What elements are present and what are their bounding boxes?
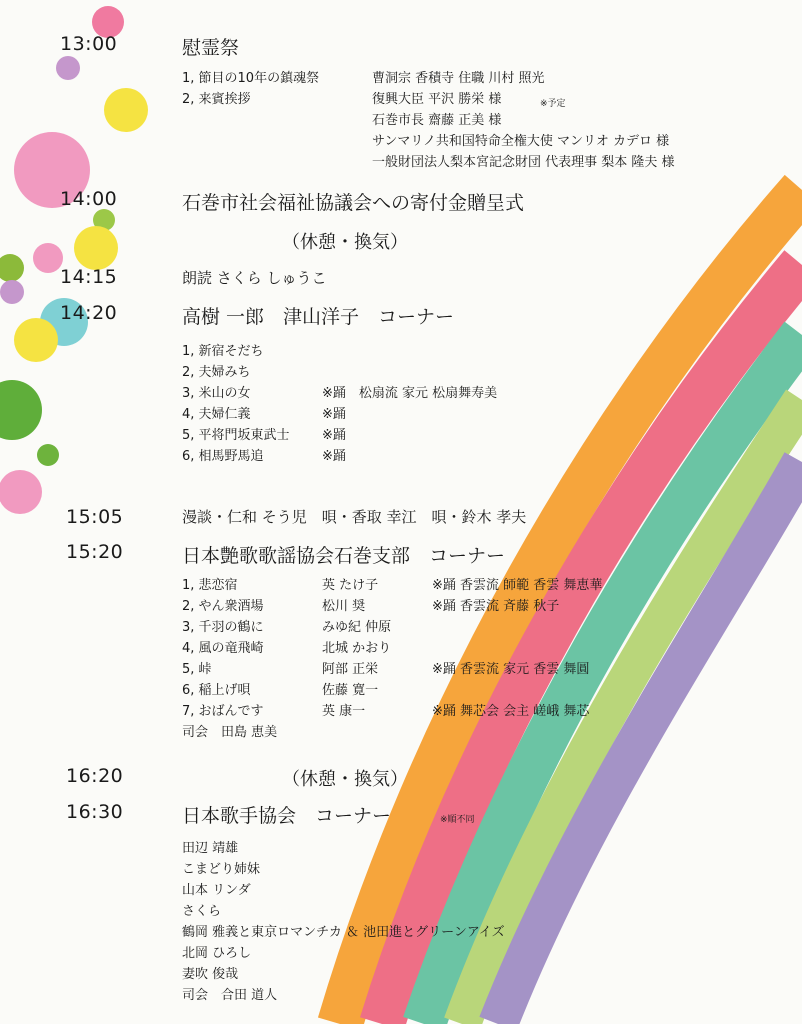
singer-1520-6: 佐藤 寛一 [322,683,379,698]
time-1415: 14:15 [60,266,118,288]
song-1420-2: 2, 夫婦みち [182,365,251,380]
title-takagi-corner: 高樹 一郎 津山洋子 コーナー [182,306,455,328]
guest-1: 曹洞宗 香積寺 住職 川村 照光 [372,71,545,86]
dance-1420-2 [322,362,497,383]
mc-1520: 司会 田島 恵美 [182,725,278,740]
dance-1420-5: ※踊 [322,428,346,443]
dance-1420-3: ※踊 松扇流 家元 松扇舞寿美 [322,386,498,401]
title-singers-corner: 日本歌手協会 コーナー [182,805,392,827]
dot [33,243,63,273]
performer-7: 妻吹 俊哉 [182,967,239,982]
time-1520: 15:20 [66,541,124,563]
dot [74,226,118,270]
dot [14,318,58,362]
singer-1520-2: 松川 奨 [322,599,366,614]
dance-1520-1: ※踊 香雲流 師範 香雲 舞恵華 [432,578,603,593]
song-1520-5: 5, 峠 [182,662,212,677]
song-1420-1: 1, 新宿そだち [182,344,264,359]
dance-1420-1 [322,341,497,362]
guest-4: サンマリノ共和国特命全権大使 マンリオ カデロ 様 [372,134,670,149]
order-note: ※順不同 [440,815,475,825]
dot [37,444,59,466]
dot [0,280,24,304]
song-1520-7: 7, おばんです [182,704,264,719]
performer-2: こまどり姉妹 [182,862,261,877]
guest-3: 石巻市長 齋藤 正美 様 [372,113,502,128]
time-1300: 13:00 [60,33,118,55]
dot [0,254,24,282]
memorial-item-2: 2, 来賓挨拶 [182,92,251,107]
mc-1630: 司会 合田 道人 [182,988,278,1003]
break-1: （休憩・換気） [282,232,408,253]
dance-1520-2: ※踊 香雲流 斉藤 秋子 [432,599,560,614]
title-reading: 朗読 さくら しゅうこ [182,269,327,287]
dance-1520-6 [432,680,602,701]
singer-1520-3: みゆ紀 仲原 [322,620,392,635]
song-1520-1: 1, 悲恋宿 [182,578,238,593]
performer-1: 田辺 靖雄 [182,841,239,856]
title-enka-corner: 日本艶歌歌謡協会石巻支部 コーナー [182,545,506,567]
dot [104,88,148,132]
dance-1420-4: ※踊 [322,407,346,422]
title-memorial: 慰霊祭 [182,37,240,59]
song-1420-3: 3, 米山の女 [182,386,251,401]
singer-1520-7: 英 康一 [322,704,366,719]
time-1420: 14:20 [60,302,118,324]
song-1420-6: 6, 相馬野馬追 [182,449,264,464]
song-1520-6: 6, 稲上げ唄 [182,683,251,698]
memorial-item-1: 1, 節目の10年の鎮魂祭 [182,71,320,86]
guest-note: ※予定 [540,99,566,109]
singer-1520-4: 北城 かおり [322,641,392,656]
song-1520-2: 2, やん衆酒場 [182,599,264,614]
guest-5: 一般財団法人梨本宮記念財団 代表理事 梨本 隆夫 様 [372,155,675,170]
song-1420-4: 4, 夫婦仁義 [182,407,251,422]
song-1520-4: 4, 風の竜飛崎 [182,641,264,656]
singer-1520-1: 英 たけ子 [322,578,379,593]
dot [56,56,80,80]
performer-3: 山本 リンダ [182,883,251,898]
time-1620: 16:20 [66,765,124,787]
dance-1520-7: ※踊 舞芯会 会主 嵯峨 舞芯 [432,704,590,719]
dance-1520-3 [432,617,602,638]
performer-4: さくら [182,904,222,919]
dance-1420-6: ※踊 [322,449,346,464]
performer-6: 北岡 ひろし [182,946,252,961]
break-2: （休憩・換気） [282,769,408,790]
time-1505: 15:05 [66,506,124,528]
song-1420-5: 5, 平将門坂東武士 [182,428,290,443]
singer-1520-5: 阿部 正栄 [322,662,379,677]
dot [0,380,42,440]
title-donation: 石巻市社会福祉協議会への寄付金贈呈式 [182,192,525,214]
performer-5: 鶴岡 雅義と東京ロマンチカ ＆ 池田進とグリーンアイズ [182,925,505,940]
song-1520-3: 3, 千羽の鶴に [182,620,264,635]
time-1630: 16:30 [66,801,124,823]
time-1400: 14:00 [60,188,118,210]
dance-1520-4 [432,638,602,659]
guest-2: 復興大臣 平沢 勝栄 様 [372,92,502,107]
dance-1520-5: ※踊 香雲流 家元 香雲 舞圓 [432,662,590,677]
dot [0,470,42,514]
title-mandan: 漫談・仁和 そう児 唄・香取 幸江 唄・鈴木 孝夫 [182,508,527,526]
